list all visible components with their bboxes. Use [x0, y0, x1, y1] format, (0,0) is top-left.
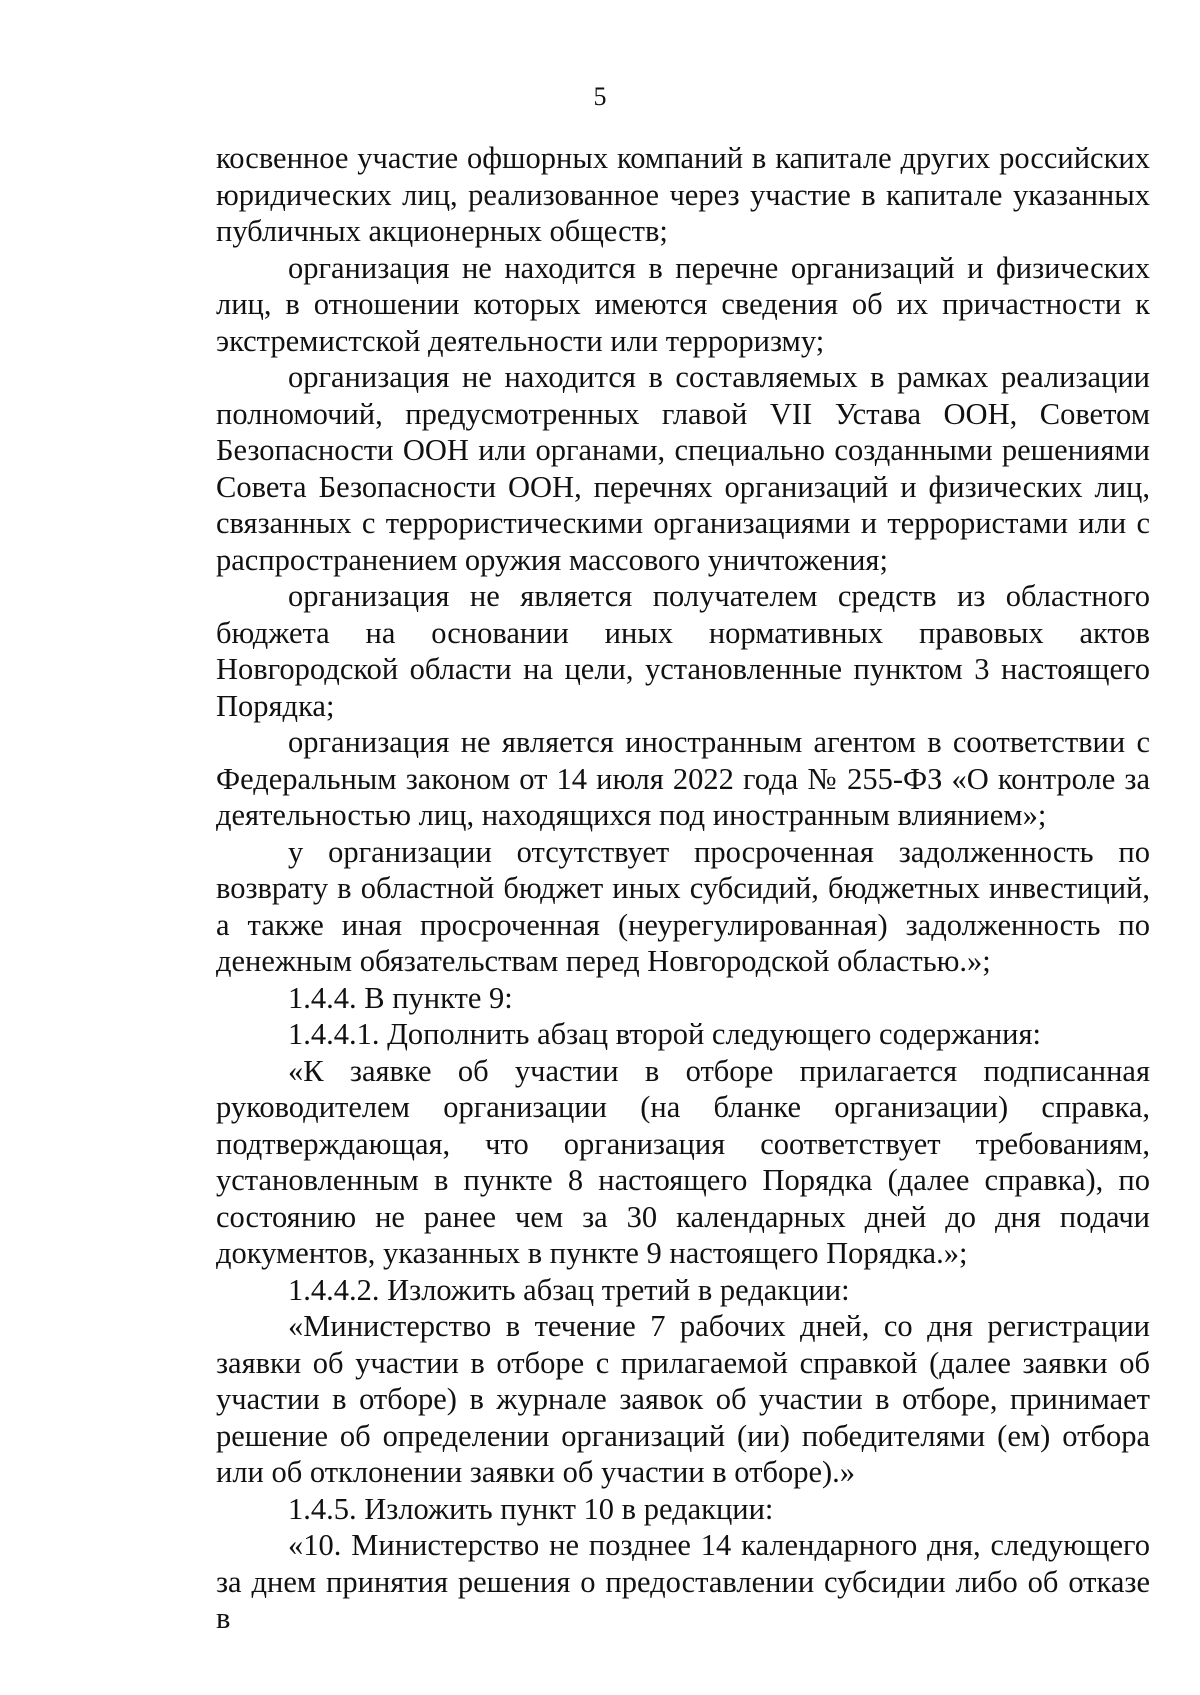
paragraph: организация не находится в перечне организаций и физических лиц, в отношении которых имеются сведения об их причастности к экстремистской деятельности или терроризму; — [216, 250, 1150, 358]
section-heading: 1.4.5. Изложить пункт 10 в редакции: — [288, 1491, 774, 1526]
page-number: 5 — [593, 82, 607, 111]
paragraph: «Министерство в течение 7 рабочих дней, со дня регистрации заявки об участии в отборе с прилагаемой справкой (далее заявки об участии в отборе) в журнале заявок об участии в отборе, принимает решение об определении организаций (ии) победителями (ем) отбора или об отклонении заявки об участии в отборе).» — [216, 1309, 1150, 1489]
section-heading: 1.4.4.1. Дополнить абзац второй следующего содержания: — [288, 1017, 1041, 1051]
paragraph: у организации отсутствует просроченная задолженность по возврату в областной бюджет иных субсидий, бюджетных инвестиций, а также иная просроченная (неурегулированная) задолженность по денежным обязательствам перед Новгородской областью.»; — [216, 834, 1150, 978]
section-heading: 1.4.4. В пункте 9: — [288, 980, 513, 1015]
paragraph: «К заявке об участии в отборе прилагается подписанная руководителем организации (на бланке организации) справка, подтверждающая, что организация соответствует требованиям, установленным в пункте 8 настоящего Порядка (далее справка), по состоянию не ранее чем за 30 календарных дней до дня подачи документов, указанных в пункте 9 настоящего Порядка.»; — [216, 1053, 1150, 1270]
paragraph: организация не является иностранным агентом в соответствии с Федеральным законом от 14 июля 2022 года № 255-ФЗ «О контроле за деятельностью лиц, находящихся под иностранным влиянием»; — [216, 725, 1150, 832]
paragraph: организация не находится в составляемых в рамках реализации полномочий, предусмотренных главой VII Устава ООН, Советом Безопасности ООН или органами, специально созданными решениями Совета Безопасности ООН, перечнях организаций и физических лиц, связанных с террористическими организациями и террористами или с распространением оружия массового уничтожения; — [216, 360, 1150, 577]
document-body — [216, 140, 1150, 1637]
section-heading: 1.4.4.2. Изложить абзац третий в редакции: — [288, 1272, 850, 1307]
paragraph: косвенное участие офшорных компаний в капитале других российских юридических лиц, реализованное через участие в капитале указанных публичных акционерных обществ; — [216, 141, 1150, 248]
paragraph: организация не является получателем средств из областного бюджета на основании иных нормативных правовых актов Новгородской области на цели, установленные пунктом 3 настоящего Порядка; — [216, 579, 1150, 723]
paragraph: «10. Министерство не позднее 14 календарного дня, следующего за днем принятия решения о предоставлении субсидии либо об отказе в — [216, 1528, 1150, 1635]
